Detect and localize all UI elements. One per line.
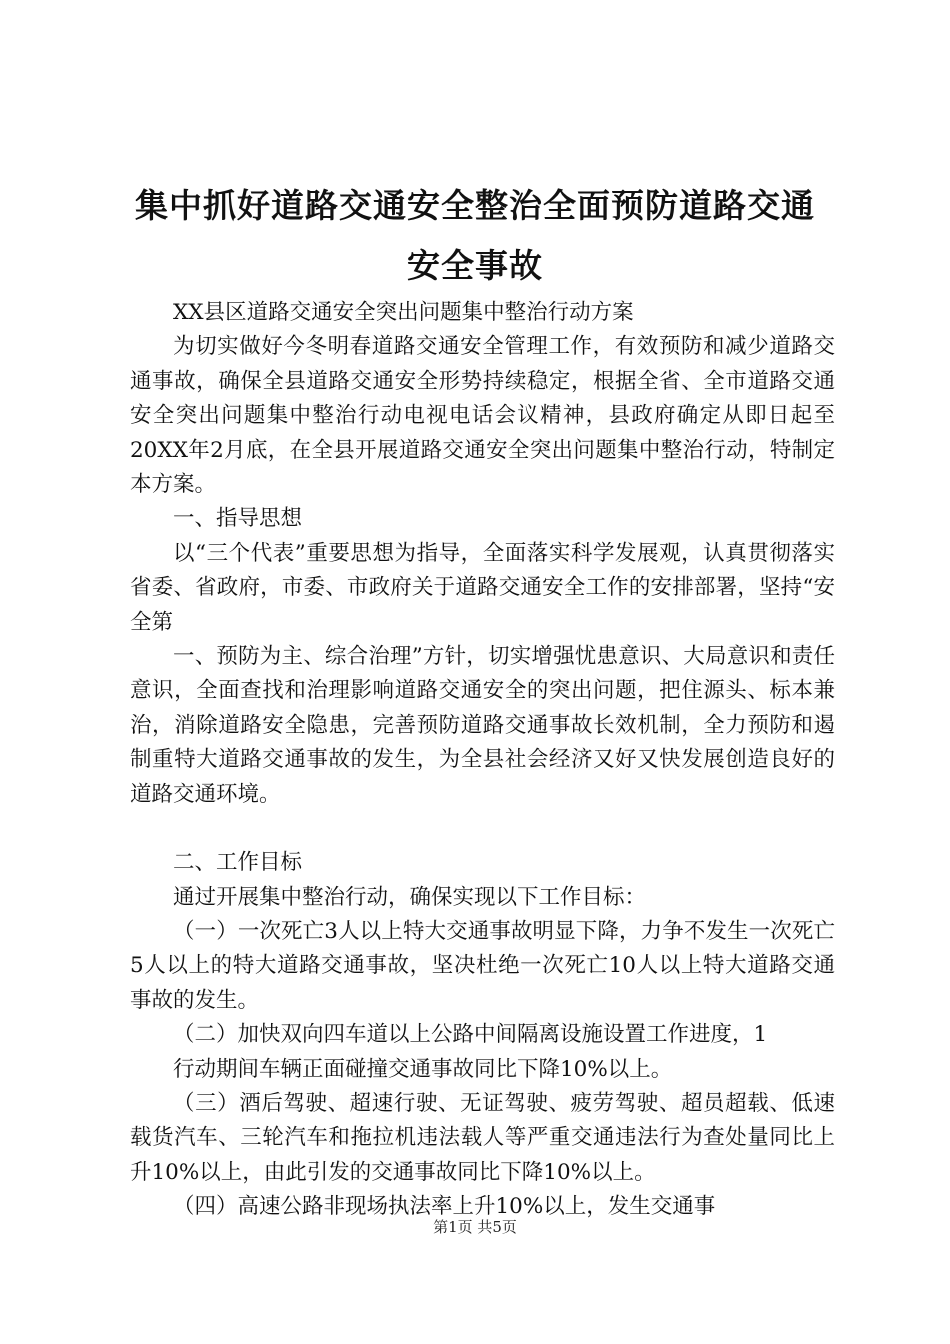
paragraph-goal-4: （四）高速公路非现场执法率上升10%以上，发生交通事 <box>173 1194 716 1220</box>
paragraph-plan-name: XX县区道路交通安全突出问题集中整治行动方案 <box>173 300 634 325</box>
heading-guiding-thought: 一、指导思想 <box>173 506 303 532</box>
document-title-line-2: 安全事故 <box>407 246 543 285</box>
heading-work-goals: 二、工作目标 <box>173 850 303 876</box>
document-body <box>130 296 835 1225</box>
paragraph-goal-3: （三）酒后驾驶、超速行驶、无证驾驶、疲劳驾驶、超员超载、低速载货汽车、三轮汽车和拖拉机违法载人等严重交通违法行为查处量同比上升10%以上，由此引发的交通事故同比下降10%以上。 <box>130 1090 835 1185</box>
paragraph-goal-1: （一）一次死亡3人以上特大交通事故明显下降，力争不发生一次死亡5人以上的特大道路交通事故，坚决杜绝一次死亡10人以上特大道路交通事故的发生。 <box>130 918 835 1013</box>
paragraph-goal-2: （二）加快双向四车道以上公路中间隔离设施设置工作进度，1 <box>173 1022 768 1048</box>
page-number-footer: 第1页 共5页 <box>433 1218 517 1236</box>
paragraph-guiding-thought: 以“三个代表”重要思想为指导，全面落实科学发展观，认真贯彻落实省委、省政府，市委、市政府关于道路交通安全工作的安排部署，坚持“安全第 <box>130 540 835 635</box>
paragraph-goal-2-continued: 行动期间车辆正面碰撞交通事故同比下降10%以上。 <box>173 1056 673 1082</box>
paragraph-guiding-principle: 一、预防为主、综合治理”方针，切实增强忧患意识、大局意识和责任意识，全面查找和治理影响道路交通安全的突出问题，把住源头、标本兼治，消除道路安全隐患，完善预防道路交通事故长效机制，全力预防和遏制重特大道路交通事故的发生，为全县社会经济又好又快发展创造良好的道路交通环境。 <box>130 644 835 807</box>
paragraph-intro: 为切实做好今冬明春道路交通安全管理工作，有效预防和减少道路交通事故，确保全县道路交通安全形势持续稳定，根据全省、全市道路交通安全突出问题集中整治行动电视电话会议精神，县政府确定从即日起至20XX年2月底，在全县开展道路交通安全突出问题集中整治行动，特制定本方案。 <box>130 334 835 498</box>
document-title-line-1: 集中抓好道路交通安全整治全面预防道路交通 <box>135 186 815 225</box>
paragraph-goals-intro: 通过开展集中整治行动，确保实现以下工作目标： <box>173 884 647 910</box>
